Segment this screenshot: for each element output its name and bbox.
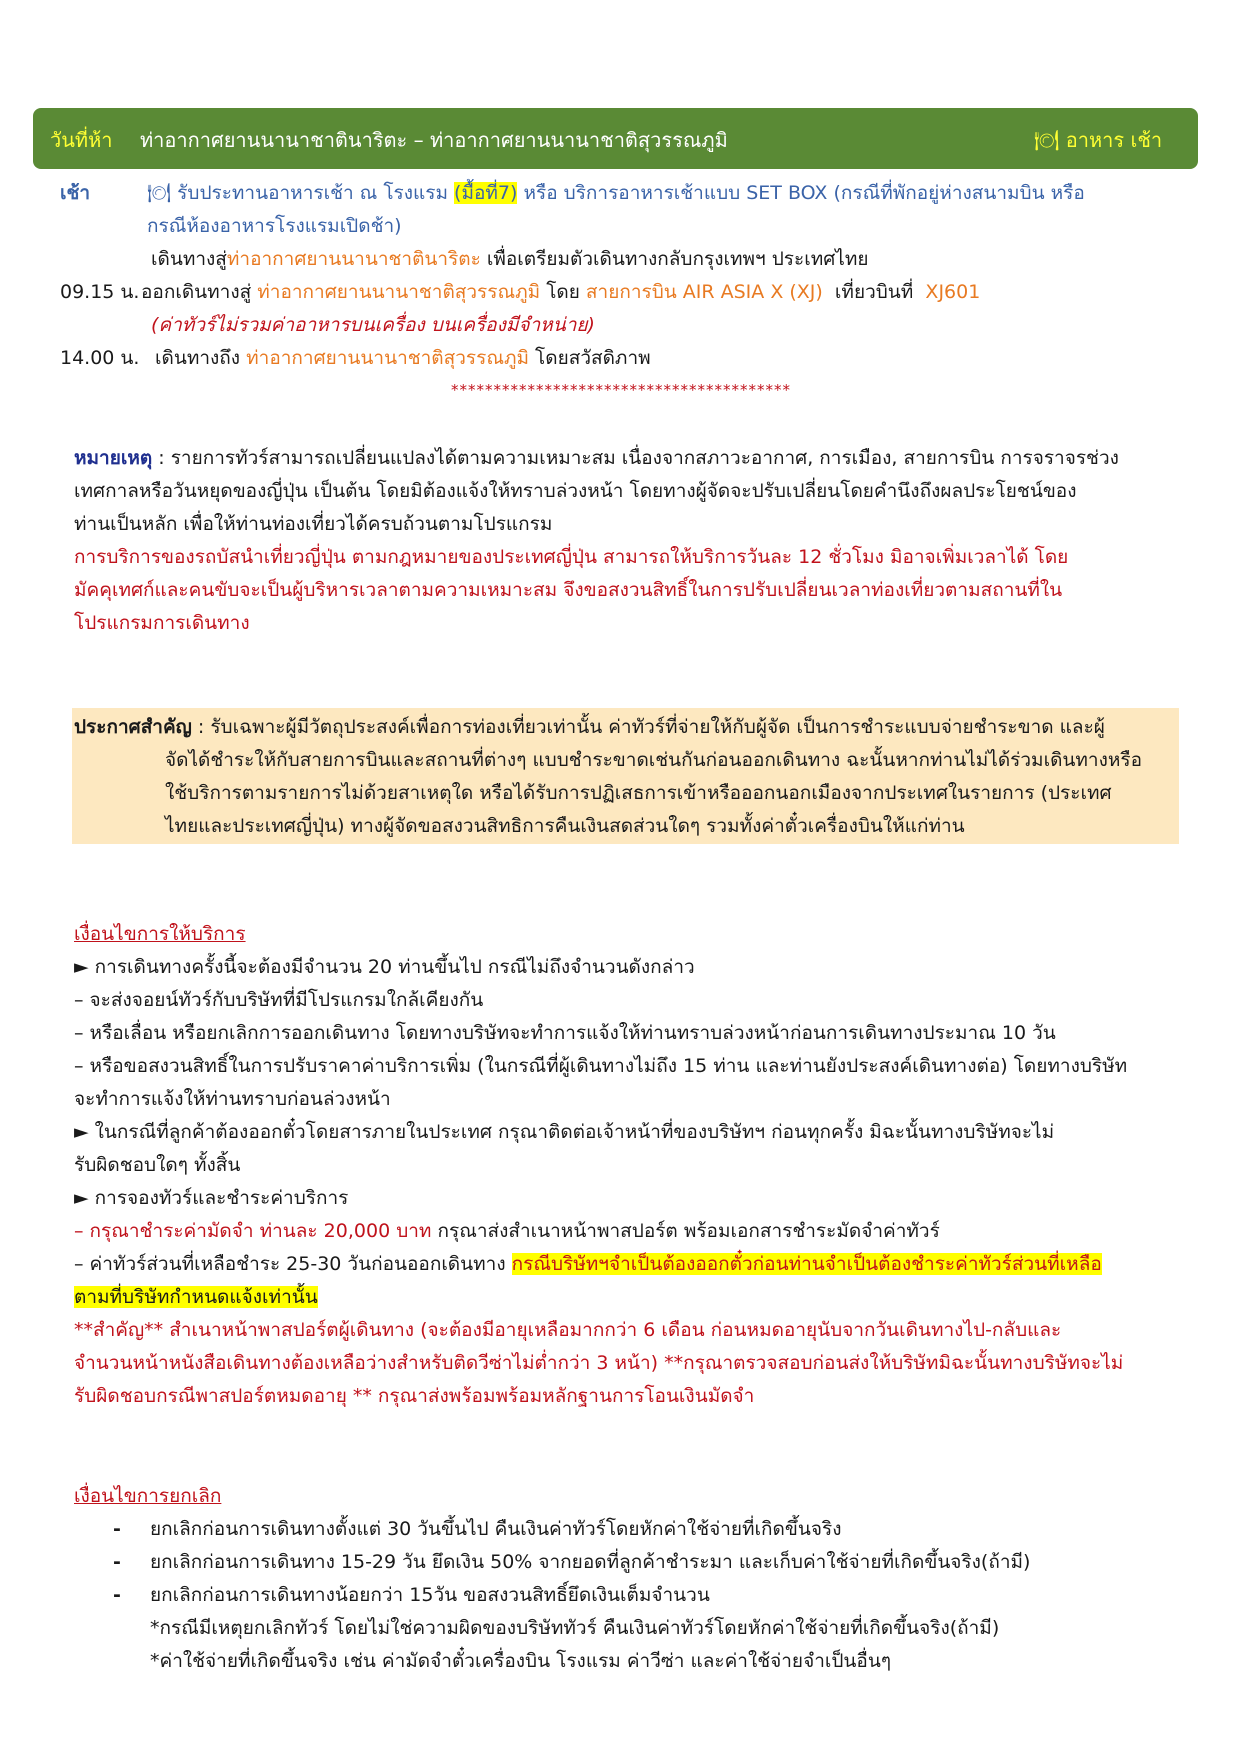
- arrive-status: โดยสวัสดิภาพ: [535, 347, 651, 369]
- remark-red-1: การบริการของรถบัสนำเที่ยวญี่ปุ่น ตามกฎหมายของประเทศญี่ปุ่น สามารถให้บริการวันละ 12 ชั่วโมง มิอาจเพิ่มเวลาได้ โดย: [74, 546, 1069, 568]
- service-line-4: – หรือขอสงวนสิทธิ์ในการปรับราคาค่าบริการเพิ่ม (ในกรณีที่ผู้เดินทางไม่ถึง 15 ท่าน และท่านยังประสงค์เดินทางต่อ) โดยทางบริษัท: [74, 1055, 1128, 1077]
- remark-line-1: [74, 442, 1119, 475]
- day-label: วันที่ห้า: [50, 128, 113, 152]
- morning-label: เช้า: [60, 182, 91, 204]
- day-meal: 🍽 อาหาร เช้า: [1034, 128, 1163, 152]
- notice-line-1: [74, 711, 1105, 744]
- arrive-text: เดินทางถึง: [155, 347, 241, 369]
- cancel-bullet-3: -: [113, 1584, 121, 1606]
- cancel-bullet-2: -: [113, 1551, 121, 1573]
- travel-line: [151, 243, 869, 276]
- cancel-conditions-title: เงื่อนไขการยกเลิก: [74, 1485, 222, 1507]
- flight-number: XJ601: [925, 281, 981, 303]
- remark-red-2: มัคคุเทศก์และคนขับจะเป็นผู้บริหารเวลาตามความเหมาะสม จึงขอสงวนสิทธิ์ในการปรับเปลี่ยนเวลาท่องเที่ยวตามสถานที่ใน: [74, 579, 1063, 601]
- breakfast-icon: 🍽: [147, 182, 172, 204]
- service-line-1: ► การเดินทางครั้งนี้จะต้องมีจำนวน 20 ท่านขึ้นไป กรณีไม่ถึงจำนวนดังกล่าว: [74, 956, 695, 978]
- cancel-note-1: *กรณีมีเหตุยกเลิกทัวร์ โดยไม่ใช่ความผิดของบริษัททัวร์ คืนเงินค่าทัวร์โดยหักค่าใช้จ่ายที่เกิดขึ้นจริง(ถ้ามี): [150, 1617, 1000, 1639]
- deposit-amount: – กรุณาชำระค่ามัดจำ ท่านละ 20,000 บาท: [74, 1220, 432, 1242]
- cancel-bullet-1: -: [113, 1518, 121, 1540]
- suvarnabhumi-airport: ท่าอากาศยานนานาชาติสุวรรณภูมิ: [257, 281, 541, 303]
- travel-text: เดินทางสู่: [151, 248, 227, 270]
- day-route: ท่าอากาศยานนานาชาตินาริตะ – ท่าอากาศยานนานาชาติสุวรรณภูมิ: [140, 128, 728, 152]
- deposit-instructions: กรุณาส่งสำเนาหน้าพาสปอร์ต พร้อมเอกสารชำระมัดจำค่าทัวร์: [431, 1220, 940, 1242]
- flight-label: เที่ยวบินที่: [834, 281, 914, 303]
- service-line-6: ► ในกรณีที่ลูกค้าต้องออกตั๋วโดยสารภายในประเทศ กรุณาติดต่อเจ้าหน้าที่ของบริษัทฯ ก่อนทุกครั้ง มิฉะนั้นทางบริษัทจะไม่: [74, 1121, 1055, 1143]
- meal-note: (ค่าทัวร์ไม่รวมค่าอาหารบนเครื่อง บนเครื่องมีจำหน่าย): [151, 314, 595, 336]
- notice-line-3: ใช้บริการตามรายการไม่ด้วยสาเหตุใด หรือได้รับการปฏิเสธการเข้าหรือออกนอกเมืองจากประเทศในรายการ (ประเทศ: [165, 782, 1112, 804]
- balance-text: – ค่าทัวร์ส่วนที่เหลือชำระ 25-30 วันก่อนออกเดินทาง: [74, 1253, 512, 1275]
- remark-line-2: เทศกาลหรือวันหยุดของญี่ปุ่น เป็นต้น โดยมิต้องแจ้งให้ทราบล่วงหน้า โดยทางผู้จัดจะปรับเปลี่ยนโดยคำนึงถึงผลประโยชน์ของ: [74, 480, 1077, 502]
- deposit-line: [74, 1215, 940, 1248]
- remark-red-3: โปรแกรมการเดินทาง: [74, 612, 250, 634]
- arrive-line: [155, 342, 651, 375]
- arrive-airport: ท่าอากาศยานนานาชาติสุวรรณภูมิ: [246, 347, 529, 369]
- service-conditions-title: เงื่อนไขการให้บริการ: [74, 923, 246, 945]
- depart-by: โดย: [546, 281, 580, 303]
- cancel-note-2: *ค่าใช้จ่ายที่เกิดขึ้นจริง เช่น ค่ามัดจำตั๋วเครื่องบิน โรงแรม ค่าวีซ่า และค่าใช้จ่ายจำเป็นอื่นๆ: [150, 1650, 892, 1672]
- star-divider: ****************************************: [451, 381, 791, 399]
- cancel-item-2: ยกเลิกก่อนการเดินทาง 15-29 วัน ยึดเงิน 50% จากยอดที่ลูกค้าชำระมา และเก็บค่าใช้จ่ายที่เกิดขึ้นจริง(ถ้ามี): [150, 1551, 1031, 1573]
- depart-text: ออกเดินทางสู่: [141, 281, 252, 303]
- passport-line-2: จำนวนหน้าหนังสือเดินทางต้องเหลือว่างสำหรับติดวีซ่าไม่ต่ำกว่า 3 หน้า) **กรุณาตรวจสอบก่อนส่งให้บริษัทมิฉะนั้นทางบริษัทจะไม่: [74, 1352, 1124, 1374]
- breakfast-text: รับประทานอาหารเช้า ณ โรงแรม: [177, 182, 448, 204]
- notice-text-1: : รับเฉพาะผู้มีวัตถุประสงค์เพื่อการท่องเที่ยวเท่านั้น ค่าทัวร์ที่จ่ายให้กับผู้จัด เป็นการชำระแบบจ่ายชำระขาด และผู้: [191, 716, 1105, 738]
- breakfast-continued: กรณีห้องอาหารโรงแรมเปิดช้า): [147, 215, 402, 237]
- arrive-time: 14.00 น.: [60, 347, 140, 369]
- remark-text-1: : รายการทัวร์สามารถเปลี่ยนแปลงได้ตามความเหมาะสม เนื่องจากสภาวะอากาศ, การเมือง, สายการบิน การจราจรช่วง: [152, 447, 1119, 469]
- travel-purpose: เพื่อเตรียมตัวเดินทางกลับกรุงเทพฯ ประเทศไทย: [486, 248, 869, 270]
- cancel-item-3: ยกเลิกก่อนการเดินทางน้อยกว่า 15วัน ขอสงวนสิทธิ์ยึดเงินเต็มจำนวน: [150, 1584, 710, 1606]
- remark-line-3: ท่านเป็นหลัก เพื่อให้ท่านท่องเที่ยวได้ครบถ้วนตามโปรแกรม: [74, 513, 553, 535]
- depart-line: [141, 276, 980, 309]
- passport-line-1: **สำคัญ** สำเนาหน้าพาสปอร์ตผู้เดินทาง (จะต้องมีอายุเหลือมากกว่า 6 เดือน ก่อนหมดอายุนับจากวันเดินทางไป-กลับและ: [74, 1319, 1062, 1341]
- notice-line-4: ไทยและประเทศญี่ปุ่น) ทางผู้จัดขอสงวนสิทธิการคืนเงินสดส่วนใดๆ รวมทั้งค่าตั๋วเครื่องบินให้แก่ท่าน: [165, 815, 965, 837]
- service-line-5: จะทำการแจ้งให้ท่านทราบก่อนล่วงหน้า: [74, 1088, 391, 1110]
- balance-highlight: กรณีบริษัทฯจำเป็นต้องออกตั๋วก่อนท่านจำเป็นต้องชำระค่าทัวร์ส่วนที่เหลือ: [511, 1253, 1102, 1275]
- remark-label: หมายเหตุ: [74, 447, 153, 469]
- depart-time: 09.15 น.: [60, 281, 140, 303]
- balance-highlight-cont: ตามที่บริษัทกำหนดแจ้งเท่านั้น: [74, 1286, 318, 1308]
- airline-name: สายการบิน AIR ASIA X (XJ): [585, 281, 823, 303]
- narita-airport: ท่าอากาศยานนานาชาตินาริตะ: [226, 248, 481, 270]
- breakfast-option: หรือ บริการอาหารเช้าแบบ SET BOX (กรณีที่พักอยู่ห่างสนามบิน หรือ: [523, 182, 1085, 204]
- day-header-bar: [33, 108, 1198, 169]
- notice-line-2: จัดได้ชำระให้กับสายการบินและสถานที่ต่างๆ แบบชำระขาดเช่นกันก่อนออกเดินทาง ฉะนั้นหากท่านไม่ได้ร่วมเดินทางหรือ: [165, 749, 1143, 771]
- service-line-8: ► การจองทัวร์และชำระค่าบริการ: [74, 1187, 349, 1209]
- breakfast-line: [147, 177, 1085, 210]
- breakfast-meal-number: (มื้อที่7): [454, 182, 518, 204]
- service-line-3: – หรือเลื่อน หรือยกเลิกการออกเดินทาง โดยทางบริษัทจะทำการแจ้งให้ท่านทราบล่วงหน้าก่อนการเดินทางประมาณ 10 วัน: [74, 1022, 1056, 1044]
- notice-label: ประกาศสำคัญ: [74, 716, 192, 738]
- balance-line: [74, 1248, 1102, 1281]
- passport-line-3: รับผิดชอบกรณีพาสปอร์ตหมดอายุ ** กรุณาส่งพร้อมพร้อมหลักฐานการโอนเงินมัดจำ: [74, 1385, 755, 1407]
- balance-line-cont: [74, 1281, 318, 1314]
- service-line-2: – จะส่งจอยน์ทัวร์กับบริษัทที่มีโปรแกรมใกล้เคียงกัน: [74, 989, 484, 1011]
- cancel-item-1: ยกเลิกก่อนการเดินทางตั้งแต่ 30 วันขึ้นไป คืนเงินค่าทัวร์โดยหักค่าใช้จ่ายที่เกิดขึ้นจริง: [150, 1518, 842, 1540]
- service-line-7: รับผิดชอบใดๆ ทั้งสิ้น: [74, 1154, 241, 1176]
